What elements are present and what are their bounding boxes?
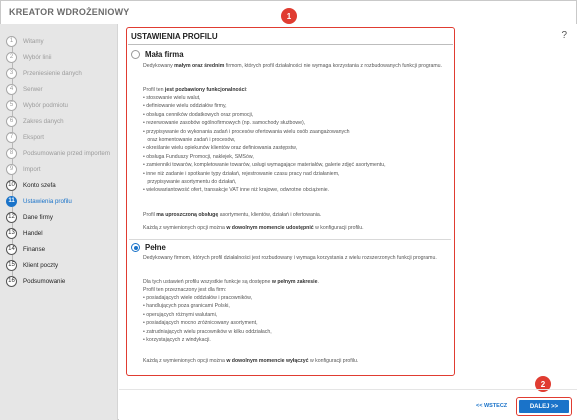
list-item: • przypisywanie do wykonania zadań i procesów ofertowania wielu osób zaangażowanych — [143, 128, 350, 135]
app-title: KREATOR WDROŻENIOWY — [9, 7, 130, 17]
full-target: Profil ten przeznaczony jest dla firm: — [143, 287, 227, 293]
step-label: Konto szefa — [23, 181, 56, 189]
step-number: 1 — [6, 36, 17, 47]
step-label: Podsumowanie przed importem — [23, 149, 111, 157]
step-item[interactable] — [6, 226, 43, 240]
step-label: Wybór linii — [23, 53, 52, 61]
step-number: 4 — [6, 84, 17, 95]
list-item: • rezerwowanie zasobów ogólnofirmowych (np. samochody służbowe), — [143, 120, 306, 127]
step-item[interactable] — [6, 114, 64, 128]
step-number: 16 — [6, 276, 17, 287]
step-number: 9 — [6, 164, 17, 175]
step-label: Wybór podmiotu — [23, 101, 68, 109]
step-item[interactable] — [6, 194, 72, 208]
step-label: Serwer — [23, 85, 43, 93]
list-item: • korzystających z windykacji. — [143, 337, 211, 344]
next-button[interactable]: DALEJ >> — [519, 400, 569, 413]
option-title-small-company: Mała firma — [145, 50, 184, 59]
help-icon[interactable]: ? — [561, 30, 567, 41]
step-item[interactable] — [6, 274, 65, 288]
steps-sidebar — [0, 24, 118, 420]
step-item[interactable] — [6, 178, 56, 192]
list-item: oraz komentowanie zadań i procesów, — [143, 137, 236, 144]
list-item: • operujących różnymi walutami, — [143, 311, 218, 318]
list-item: • zamienniki towarów, kompletowanie towarów, usługi wymagające materiałów, galerie zdjęć asortymentu, — [143, 162, 386, 169]
list-item: • handlujących poza granicami Polski, — [143, 303, 230, 310]
step-number: 14 — [6, 244, 17, 255]
list-item: • stosowanie wielu walut, — [143, 95, 201, 101]
step-label: Finanse — [23, 245, 46, 253]
step-number: 5 — [6, 100, 17, 111]
step-item[interactable] — [6, 130, 44, 144]
callout-badge-2: 2 — [535, 376, 551, 392]
step-label: Handel — [23, 229, 43, 237]
step-number: 10 — [6, 180, 17, 191]
next-button-highlight — [516, 397, 572, 416]
list-item: • określanie wielu opiekunów klientów oraz definiowania zastępstw, — [143, 145, 298, 152]
step-number: 8 — [6, 148, 17, 159]
option-title-full: Pełne — [145, 243, 166, 252]
list-item: • zatrudniających wielu pracowników w kilku oddziałach, — [143, 328, 272, 335]
step-label: Ustawienia profilu — [23, 197, 72, 205]
step-number: 3 — [6, 68, 17, 79]
step-label: Przeniesienie danych — [23, 69, 82, 77]
list-item: • obsługa Funduszy Promocji, naklejek, SMSów, — [143, 153, 254, 160]
step-label: Zakres danych — [23, 117, 64, 125]
list-item: • posiadających wiele oddziałów i pracowników, — [143, 295, 253, 301]
step-label: Klient poczty — [23, 261, 59, 269]
full-intro: Dla tych ustawień profilu wszystkie funkcje są dostępne w pełnym zakresie. — [143, 279, 319, 285]
step-number: 2 — [6, 52, 17, 63]
step-number: 13 — [6, 228, 17, 239]
radio-button-small-company[interactable] — [131, 50, 140, 59]
step-item[interactable] — [6, 82, 43, 96]
step-label: Witamy — [23, 37, 44, 45]
title-divider — [128, 44, 453, 45]
step-item[interactable] — [6, 146, 110, 160]
small-company-note: Profil ma uproszczoną obsługę asortymentu, klientów, działań i ofertowania. — [143, 212, 322, 218]
small-company-intro: Profil ten jest pozbawiony funkcjonalności: — [143, 87, 248, 93]
list-item: • obsługa cenników dodatkowych oraz promocji, — [143, 111, 254, 118]
list-item: • inne niż zadanie i spotkanie typy działań, rejestrowanie czasu pracy nad działaniem, — [143, 170, 340, 177]
list-item: przypisywanie asortymentu do działań, — [143, 179, 237, 186]
small-company-change-info: Każdą z wymienionych opcji można w dowolnym momencie udostępnić w konfiguracji profilu. — [143, 225, 364, 231]
step-item[interactable] — [6, 98, 68, 112]
step-item[interactable] — [6, 162, 41, 176]
back-button[interactable]: << WSTECZ — [476, 403, 508, 409]
step-number: 11 — [6, 196, 17, 207]
step-item[interactable] — [6, 210, 53, 224]
list-item: • definiowanie wielu oddziałów firmy, — [143, 103, 227, 110]
step-number: 12 — [6, 212, 17, 223]
radio-button-full[interactable] — [131, 243, 140, 252]
step-item[interactable] — [6, 34, 44, 48]
list-item: • posiadających mocno zróżnicowany asortyment, — [143, 320, 258, 327]
callout-badge-1: 1 — [281, 8, 297, 24]
step-item[interactable] — [6, 242, 45, 256]
full-description: Dedykowany firmom, których profil działalności jest rozbudowany i wymaga korzystania z wielu rozszerzonych funkcji programu. — [143, 255, 437, 261]
step-number: 6 — [6, 116, 17, 127]
option-divider — [129, 239, 451, 240]
step-number: 7 — [6, 132, 17, 143]
full-features-list — [143, 294, 448, 344]
step-number: 15 — [6, 260, 17, 271]
step-label: Eksport — [23, 133, 44, 141]
footer-divider — [119, 389, 577, 390]
step-item[interactable] — [6, 258, 58, 272]
step-label: Import — [23, 165, 41, 173]
list-item: • wielowariantowość ofert, transakcje VAT inne niż krajowe, odwrotne obciążenie. — [143, 187, 330, 194]
full-change-info: Każdą z wymienionych opcji można w dowolnym momencie wyłączyć w konfiguracji profilu. — [143, 358, 359, 364]
radio-option-small-company[interactable] — [131, 50, 184, 59]
step-item[interactable] — [6, 66, 82, 80]
step-label: Podsumowanie — [23, 277, 66, 285]
step-item[interactable] — [6, 50, 51, 64]
small-company-description: Dedykowany małym oraz średnim firmom, których profil działalności nie wymaga korzystania z rozbudowanych funkcji programu. — [143, 63, 442, 69]
step-label: Dane firmy — [23, 213, 53, 221]
small-company-features-list — [143, 94, 448, 195]
radio-option-full[interactable] — [131, 243, 166, 252]
page-title: USTAWIENIA PROFILU — [131, 32, 218, 41]
